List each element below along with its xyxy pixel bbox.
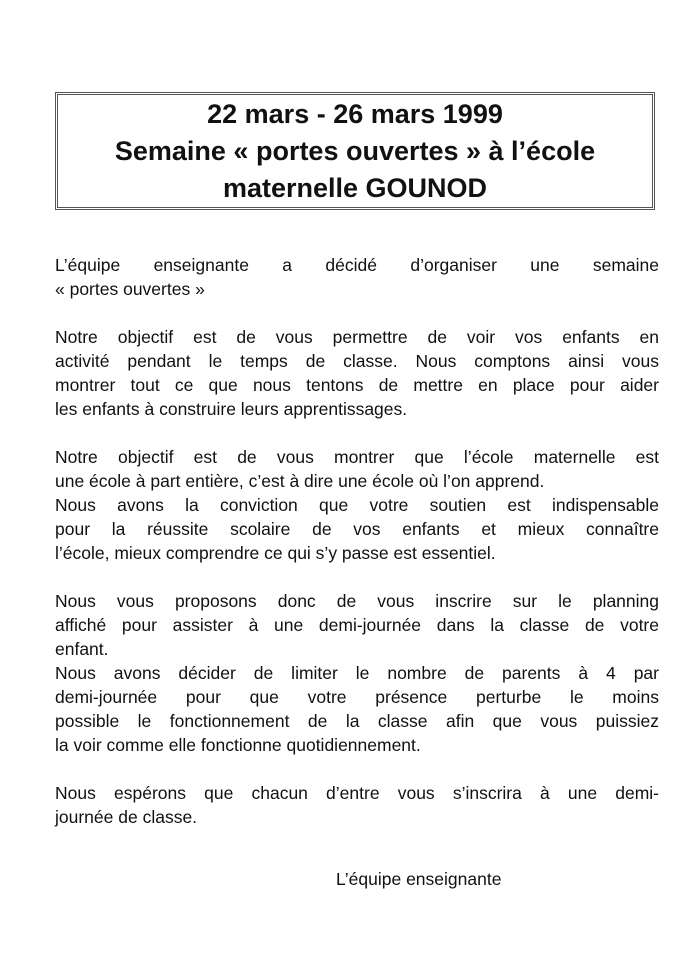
paragraph-objective-2 bbox=[55, 445, 659, 565]
paragraph-intro bbox=[55, 253, 659, 301]
title-event: Semaine « portes ouvertes » à l’école bbox=[114, 135, 596, 166]
text-line: Nous vous proposons donc de vous inscrire sur le planning bbox=[55, 591, 659, 611]
text-line: activité pendant le temps de classe. Nous comptons ainsi vous bbox=[55, 351, 659, 371]
signature: L’équipe enseignante bbox=[336, 869, 502, 889]
text-line: Notre objectif est de vous montrer que l’école maternelle est bbox=[55, 447, 659, 467]
paragraph-objective-1 bbox=[55, 325, 659, 421]
text-line: pour la réussite scolaire de vos enfants et mieux connaître bbox=[55, 519, 659, 539]
text-line: une école à part entière, c’est à dire une école où l’on apprend. bbox=[55, 471, 545, 491]
paragraph-planning bbox=[55, 589, 659, 757]
text-line: les enfants à construire leurs apprentissages. bbox=[55, 399, 408, 419]
title-school: maternelle GOUNOD bbox=[222, 172, 488, 203]
title-dates: 22 mars - 26 mars 1999 bbox=[207, 98, 503, 129]
text-line: Notre objectif est de vous permettre de voir vos enfants en bbox=[55, 327, 659, 347]
title-box bbox=[55, 92, 655, 210]
text-line: demi-journée pour que votre présence perturbe le moins bbox=[55, 687, 659, 707]
text-line: L’équipe enseignante a décidé d’organiser une semaine bbox=[55, 255, 659, 275]
text-line: « portes ouvertes » bbox=[55, 279, 205, 299]
text-line: Nous espérons que chacun d’entre vous s’inscrira à une demi- bbox=[55, 783, 659, 803]
text-line: l’école, mieux comprendre ce qui s’y passe est essentiel. bbox=[55, 543, 496, 563]
text-line: enfant. bbox=[55, 639, 109, 659]
text-line: journée de classe. bbox=[55, 807, 198, 827]
text-line: la voir comme elle fonctionne quotidiennement. bbox=[55, 735, 421, 755]
text-line: montrer tout ce que nous tentons de mettre en place pour aider bbox=[55, 375, 659, 395]
text-line: Nous avons la conviction que votre soutien est indispensable bbox=[55, 495, 659, 515]
text-line: possible le fonctionnement de la classe afin que vous puissiez bbox=[55, 711, 659, 731]
paragraph-closing bbox=[55, 781, 659, 829]
letter-body bbox=[55, 253, 659, 829]
text-line: Nous avons décider de limiter le nombre de parents à 4 par bbox=[55, 663, 659, 683]
text-line: affiché pour assister à une demi-journée dans la classe de votre bbox=[55, 615, 659, 635]
